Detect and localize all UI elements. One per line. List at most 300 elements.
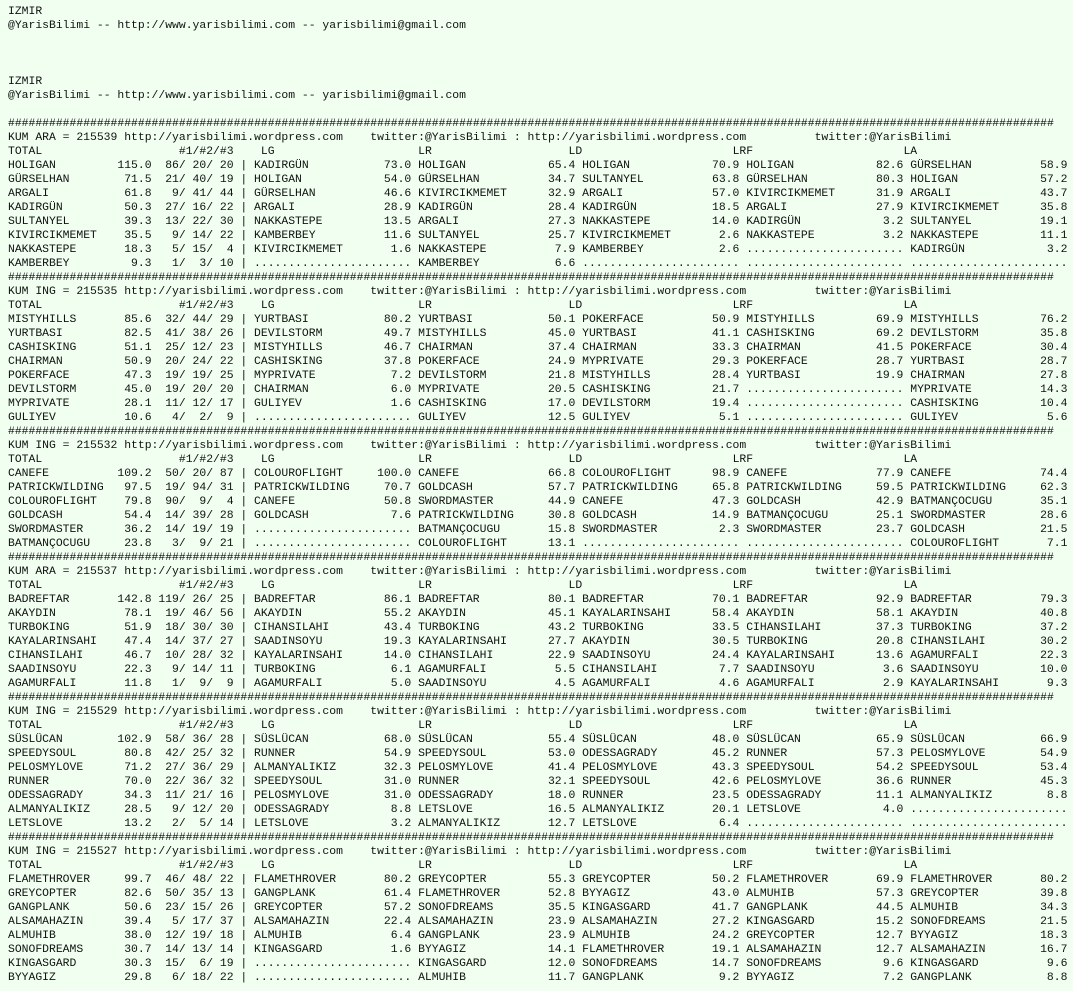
la-horse-name: ALMANYALIKIZ: [910, 790, 993, 802]
la-score: 30.2: [1040, 636, 1068, 648]
slash: /: [178, 930, 186, 942]
table-row: [8, 929, 1073, 943]
twitter-handle[interactable]: twitter:@YarisBilimi: [814, 132, 952, 144]
twitter-handle[interactable]: twitter:@YarisBilimi: [370, 440, 507, 452]
slash: /: [206, 944, 214, 956]
lrf-horse-name: PELOSMYLOVE: [746, 776, 822, 788]
rank-1-count: 10: [165, 650, 179, 662]
lr-score: 22.9: [547, 650, 576, 662]
wordpress-link[interactable]: http://yarisbilimi.wordpress.com: [124, 132, 343, 144]
slash: /: [178, 650, 186, 662]
rank-2-count: 9: [199, 538, 207, 550]
lrf-horse-name: KADIRGÜN: [746, 216, 801, 228]
ld-score: 24.4: [712, 650, 740, 662]
slash: /: [206, 356, 214, 368]
ld-score: 2.3: [718, 524, 740, 536]
ld-score: 47.3: [712, 496, 740, 508]
rank-2-count: 48: [192, 874, 207, 886]
slash: /: [206, 608, 214, 620]
la-score: 53.4: [1040, 762, 1068, 774]
la-horse-name: KINGASGARD: [910, 958, 979, 970]
lrf-score: 42.9: [876, 496, 904, 508]
twitter-handle[interactable]: twitter:@YarisBilimi: [370, 566, 507, 578]
horse-name: AKAYDIN: [8, 608, 56, 620]
column-divider: |: [240, 608, 248, 620]
colon: :: [513, 846, 521, 858]
column-divider: |: [240, 188, 248, 200]
total-score: 9.3: [131, 258, 152, 270]
lg-empty-cell: .......................: [254, 258, 412, 270]
rank-2-count: 25: [192, 748, 207, 760]
rank-1-count: 19: [165, 384, 179, 396]
lg-score: 5.0: [390, 678, 412, 690]
la-horse-name: KADIRGÜN: [910, 244, 965, 256]
ld-horse-name: BADREFTAR: [582, 594, 644, 606]
ld-horse-name: CANEFE: [582, 496, 624, 508]
total-header: TOTAL: [8, 580, 43, 592]
slash: /: [206, 748, 214, 760]
la-score: 58.9: [1040, 160, 1068, 172]
lg-score: 70.7: [383, 482, 412, 494]
slash: /: [206, 510, 214, 522]
lr-horse-name: CHAIRMAN: [418, 342, 473, 354]
rank-3-count: 28: [219, 734, 234, 746]
lrf-score: 65.9: [876, 734, 904, 746]
wordpress-link[interactable]: http://yarisbilimi.wordpress.com: [124, 706, 343, 718]
twitter-handle[interactable]: twitter:@YarisBilimi: [370, 706, 507, 718]
horse-name: CHAIRMAN: [8, 356, 63, 368]
separator-line: [8, 117, 1073, 131]
ld-horse-name: ALMUHIB: [582, 930, 630, 942]
total-score: 28.1: [124, 398, 152, 410]
rank-3-count: 27: [219, 636, 234, 648]
column-divider: |: [240, 230, 248, 242]
rank-3-count: 30: [219, 216, 234, 228]
lr-horse-name: SAADINSOYU: [418, 678, 487, 690]
lr-horse-name: MYPRIVATE: [418, 384, 480, 396]
slash: /: [206, 594, 214, 606]
slash: /: [206, 958, 214, 970]
rank-1-count: 11: [165, 398, 179, 410]
ld-score: 48.0: [712, 734, 740, 746]
lg-score: 3.2: [390, 818, 412, 830]
lg-horse-name: PELOSMYLOVE: [254, 790, 330, 802]
rank-2-count: 37: [192, 636, 207, 648]
wordpress-link[interactable]: http://yarisbilimi.wordpress.com: [527, 706, 747, 718]
twitter-handle[interactable]: twitter:@YarisBilimi: [370, 286, 507, 298]
rank-1-count: 42: [165, 748, 179, 760]
la-score: 66.9: [1040, 734, 1068, 746]
horse-name: ODESSAGRADY: [8, 790, 84, 802]
slash: /: [206, 678, 214, 690]
lg-score: 6.0: [390, 384, 412, 396]
rank-1-count: 25: [165, 342, 179, 354]
rank-1-count: 46: [165, 874, 179, 886]
rank-1-count: 20: [165, 356, 179, 368]
table-row: [8, 915, 1073, 929]
column-divider: |: [240, 972, 248, 984]
slash: /: [206, 314, 214, 326]
rank-2-count: 6: [199, 958, 207, 970]
lr-score: 32.1: [547, 776, 576, 788]
la-score: 7.1: [1046, 538, 1068, 550]
lrf-score: 12.7: [876, 944, 904, 956]
ld-score: 50.2: [712, 874, 740, 886]
la-score: 18.3: [1040, 930, 1068, 942]
colon: :: [513, 566, 521, 578]
rank-1-count: 50: [165, 468, 179, 480]
lg-score: 6.4: [390, 930, 412, 942]
horse-name: SAADINSOYU: [8, 664, 77, 676]
lg-empty-cell: .......................: [254, 972, 412, 984]
rank-2-count: 20: [192, 468, 207, 480]
lg-horse-name: YURTBASI: [254, 314, 309, 326]
slash: /: [206, 412, 214, 424]
lrf-horse-name: CHAIRMAN: [746, 342, 801, 354]
horse-name: COLOUROFLIGHT: [8, 496, 97, 508]
rank-1-count: 21: [165, 174, 179, 186]
total-score: 70.0: [124, 776, 152, 788]
ld-score: 14.0: [712, 216, 740, 228]
rank-1-count: 19: [165, 482, 179, 494]
lrf-score: 54.2: [876, 762, 904, 774]
lrf-score: 69.2: [876, 328, 904, 340]
horse-name: AGAMURFALI: [8, 678, 77, 690]
race-type: KUM ARA: [8, 132, 56, 144]
ld-score: 14.9: [712, 510, 740, 522]
rank-1-count: 14: [165, 510, 179, 522]
slash: /: [178, 188, 186, 200]
lg-score: 80.2: [383, 314, 412, 326]
la-score: 21.5: [1040, 916, 1068, 928]
la-score: 16.7: [1040, 944, 1068, 956]
lr-score: 80.1: [547, 594, 576, 606]
total-score: 45.0: [124, 384, 152, 396]
lg-score: 73.0: [383, 160, 412, 172]
horse-name: SPEEDYSOUL: [8, 748, 77, 760]
lg-horse-name: TURBOKING: [254, 664, 316, 676]
table-row: [8, 901, 1073, 915]
rank-3-count: 20: [219, 384, 234, 396]
lrf-horse-name: KIVIRCIKMEMET: [746, 188, 836, 200]
lr-horse-name: KAMBERBEY: [418, 258, 480, 270]
lrf-score: 7.2: [882, 972, 904, 984]
column-divider: |: [240, 342, 248, 354]
ld-horse-name: MYPRIVATE: [582, 356, 644, 368]
column-divider: |: [240, 916, 248, 928]
lr-score: 43.2: [547, 622, 576, 634]
ld-horse-name: KAMBERBEY: [582, 244, 644, 256]
wordpress-link[interactable]: http://yarisbilimi.wordpress.com: [527, 846, 747, 858]
ld-horse-name: ALMANYALIKIZ: [582, 804, 665, 816]
lg-horse-name: KIVIRCIKMEMET: [254, 244, 343, 256]
slash: /: [178, 748, 186, 760]
la-score: 74.4: [1040, 468, 1068, 480]
lrf-horse-name: ALMUHIB: [746, 888, 795, 900]
rank-3-count: 13: [219, 888, 234, 900]
slash: /: [206, 398, 214, 410]
rank-2-count: 22: [192, 216, 207, 228]
ld-horse-name: SÜSLÜCAN: [582, 734, 637, 746]
lg-horse-name: SPEEDYSOUL: [254, 776, 323, 788]
slash: /: [178, 776, 186, 788]
column-divider: |: [240, 594, 248, 606]
separator-line: [8, 551, 1073, 565]
slash: /: [206, 762, 214, 774]
table-row: [8, 733, 1073, 747]
horse-name: BADREFTAR: [8, 594, 70, 606]
ld-empty-cell: .......................: [582, 258, 740, 270]
column-divider: |: [240, 314, 248, 326]
rank-2-count: 15: [192, 244, 207, 256]
ld-horse-name: TURBOKING: [582, 622, 644, 634]
column-divider: |: [240, 776, 248, 788]
total-score: 47.4: [124, 636, 152, 648]
race-header-line: [8, 845, 1073, 859]
lrf-score: 19.9: [876, 370, 904, 382]
slash: /: [206, 538, 214, 550]
la-horse-name: CANEFE: [910, 468, 952, 480]
column-header-lrf: LRF: [732, 300, 754, 312]
lr-horse-name: AKAYDIN: [418, 608, 466, 620]
lr-horse-name: TURBOKING: [418, 622, 480, 634]
column-divider: |: [240, 888, 248, 900]
la-horse-name: CIHANSILAHI: [910, 636, 986, 648]
column-divider: |: [240, 258, 248, 270]
slash: /: [206, 930, 214, 942]
wordpress-link[interactable]: http://yarisbilimi.wordpress.com: [124, 846, 343, 858]
rank-3-count: 19: [219, 524, 234, 536]
lr-score: 55.4: [547, 734, 576, 746]
horse-name: BATMANÇOCUGU: [8, 538, 91, 550]
ld-horse-name: MISTYHILLS: [582, 370, 651, 382]
table-row: [8, 607, 1073, 621]
lr-score: 13.1: [547, 538, 576, 550]
rank-3-count: 16: [219, 790, 234, 802]
rank-1-count: 9: [172, 804, 179, 816]
la-horse-name: NAKKASTEPE: [910, 230, 979, 242]
total-score: 30.7: [124, 944, 152, 956]
lg-score: 1.6: [390, 398, 412, 410]
total-score: 50.3: [124, 202, 152, 214]
column-header-lrf: LRF: [732, 454, 754, 466]
column-header-lrf: LRF: [732, 146, 754, 158]
lg-score: 13.5: [383, 216, 412, 228]
table-row: [8, 397, 1073, 411]
race-type: KUM ING: [8, 286, 56, 298]
total-score: 78.1: [124, 608, 152, 620]
separator: #########################################################################################################################################################: [8, 832, 1054, 844]
rank-1-count: 23: [165, 902, 179, 914]
ranks-header: #1/#2/#3: [178, 860, 234, 872]
ld-horse-name: SWORDMASTER: [582, 524, 658, 536]
column-header-lrf: LRF: [732, 720, 754, 732]
twitter-handle[interactable]: twitter:@YarisBilimi: [814, 846, 952, 858]
la-horse-name: GULIYEV: [910, 412, 959, 424]
la-horse-name: CASHISKING: [910, 398, 979, 410]
la-horse-name: POKERFACE: [910, 342, 972, 354]
lrf-score: 11.1: [876, 790, 904, 802]
slash: /: [178, 202, 186, 214]
column-header-ld: LD: [568, 860, 583, 872]
ld-score: 19.1: [712, 944, 740, 956]
lr-score: 6.6: [554, 258, 576, 270]
wordpress-link[interactable]: http://yarisbilimi.wordpress.com: [124, 286, 343, 298]
la-score: 11.1: [1040, 230, 1068, 242]
rank-3-count: 32: [219, 650, 234, 662]
la-empty-cell: .......................: [910, 804, 1068, 816]
twitter-handle[interactable]: twitter:@YarisBilimi: [370, 132, 507, 144]
rank-3-count: 19: [219, 174, 234, 186]
column-header-la: LA: [903, 146, 918, 158]
slash: /: [206, 622, 214, 634]
rank-3-count: 28: [219, 510, 234, 522]
table-row: [8, 201, 1073, 215]
slash: /: [178, 734, 186, 746]
ld-score: 14.7: [712, 958, 740, 970]
rank-3-count: 37: [219, 916, 234, 928]
rank-2-count: 19: [192, 930, 207, 942]
horse-name: DEVILSTORM: [8, 384, 77, 396]
ld-horse-name: CIHANSILAHI: [582, 664, 658, 676]
lg-score: 37.8: [383, 356, 412, 368]
ranks-header: #1/#2/#3: [178, 580, 234, 592]
slash: /: [178, 244, 186, 256]
rank-3-count: 11: [219, 664, 234, 676]
lr-horse-name: CASHISKING: [418, 398, 487, 410]
lrf-empty-cell: .......................: [746, 412, 904, 424]
separator: #########################################################################################################################################################: [8, 552, 1054, 564]
la-horse-name: GREYCOPTER: [910, 888, 979, 900]
table-row: [8, 761, 1073, 775]
slash: /: [178, 804, 186, 816]
lr-score: 53.0: [547, 748, 576, 760]
total-score: 10.6: [124, 412, 152, 424]
column-header-line: [8, 299, 1073, 313]
lg-horse-name: SAADINSOYU: [254, 636, 323, 648]
race-type: KUM ING: [8, 846, 56, 858]
lr-score: 24.9: [547, 356, 576, 368]
ld-score: 43.3: [712, 762, 740, 774]
equals-sign: =: [62, 566, 70, 578]
rank-3-count: 17: [219, 398, 234, 410]
ld-horse-name: CASHISKING: [582, 384, 651, 396]
lrf-score: 92.9: [876, 594, 904, 606]
lrf-score: 69.9: [876, 314, 904, 326]
wordpress-link[interactable]: http://yarisbilimi.wordpress.com: [527, 566, 747, 578]
wordpress-link[interactable]: http://yarisbilimi.wordpress.com: [124, 440, 343, 452]
lrf-horse-name: AGAMURFALI: [746, 678, 815, 690]
column-divider: |: [240, 468, 248, 480]
lr-score: 55.3: [547, 874, 576, 886]
slash: /: [178, 818, 186, 830]
lg-horse-name: COLOUROFLIGHT: [254, 468, 343, 480]
ld-horse-name: AKAYDIN: [582, 636, 630, 648]
la-score: 5.6: [1046, 412, 1068, 424]
slash: /: [178, 384, 186, 396]
rank-2-count: 19: [192, 370, 207, 382]
intro-contact-line: [8, 19, 1073, 33]
separator: #########################################################################################################################################################: [8, 692, 1054, 704]
ld-score: 4.6: [718, 678, 740, 690]
twitter-handle[interactable]: twitter:@YarisBilimi: [814, 286, 952, 298]
lr-horse-name: SWORDMASTER: [418, 496, 494, 508]
twitter-handle[interactable]: twitter:@YarisBilimi: [814, 706, 952, 718]
rank-3-count: 20: [219, 160, 234, 172]
lg-score: 1.6: [390, 244, 412, 256]
lrf-horse-name: SAADINSOYU: [746, 664, 815, 676]
ld-horse-name: GOLDCASH: [582, 510, 637, 522]
intro-city-line: [8, 5, 1073, 19]
la-horse-name: YURTBASI: [910, 356, 965, 368]
table-row: [8, 789, 1073, 803]
ld-score: 63.8: [712, 174, 740, 186]
horse-name: GÜRSELHAN: [8, 174, 70, 186]
twitter-handle[interactable]: twitter:@YarisBilimi: [814, 440, 952, 452]
slash: /: [178, 468, 186, 480]
rank-3-count: 4: [226, 496, 234, 508]
lg-score: 1.6: [390, 944, 412, 956]
ld-horse-name: PELOSMYLOVE: [582, 762, 658, 774]
lg-score: 7.2: [390, 370, 412, 382]
rank-1-count: 86: [165, 160, 179, 172]
wordpress-link[interactable]: http://yarisbilimi.wordpress.com: [527, 440, 747, 452]
rank-1-count: 1: [172, 258, 179, 270]
rank-2-count: 44: [192, 314, 207, 326]
column-header-lg: LG: [260, 580, 275, 592]
ld-horse-name: SAADINSOYU: [582, 650, 651, 662]
lg-score: 31.0: [383, 776, 412, 788]
total-score: 79.8: [124, 496, 152, 508]
lr-horse-name: ARGALI: [418, 216, 460, 228]
column-header-lr: LR: [418, 454, 432, 466]
rank-3-count: 25: [219, 370, 234, 382]
rank-1-count: 14: [165, 524, 179, 536]
wordpress-link[interactable]: http://yarisbilimi.wordpress.com: [527, 132, 747, 144]
lg-score: 46.7: [383, 342, 412, 354]
la-score: 8.8: [1046, 790, 1068, 802]
slash: /: [178, 888, 186, 900]
rank-2-count: 21: [192, 790, 207, 802]
wordpress-link[interactable]: http://yarisbilimi.wordpress.com: [124, 566, 343, 578]
total-score: 61.8: [124, 188, 152, 200]
ld-score: 41.1: [712, 328, 740, 340]
lrf-score: 4.0: [882, 804, 904, 816]
column-header-lg: LG: [260, 454, 275, 466]
wordpress-link[interactable]: http://yarisbilimi.wordpress.com: [527, 286, 747, 298]
lrf-horse-name: SONOFDREAMS: [746, 958, 822, 970]
twitter-handle[interactable]: twitter:@YarisBilimi: [814, 566, 952, 578]
lr-score: 7.9: [554, 244, 576, 256]
ld-horse-name: COLOUROFLIGHT: [582, 468, 672, 480]
slash: /: [178, 370, 186, 382]
twitter-handle[interactable]: twitter:@YarisBilimi: [370, 846, 507, 858]
race-header-line: [8, 131, 1073, 145]
table-row: [8, 537, 1073, 551]
column-divider: |: [240, 664, 248, 676]
rank-1-count: 15: [165, 958, 179, 970]
column-header-lr: LR: [418, 146, 432, 158]
total-header: TOTAL: [8, 860, 43, 872]
slash: /: [206, 916, 214, 928]
lg-score: 19.3: [383, 636, 412, 648]
lrf-score: 25.1: [876, 510, 904, 522]
lrf-horse-name: CASHISKING: [746, 328, 815, 340]
equals-sign: =: [62, 706, 70, 718]
slash: /: [178, 258, 186, 270]
la-score: 37.2: [1040, 622, 1068, 634]
lr-horse-name: BADREFTAR: [418, 594, 480, 606]
